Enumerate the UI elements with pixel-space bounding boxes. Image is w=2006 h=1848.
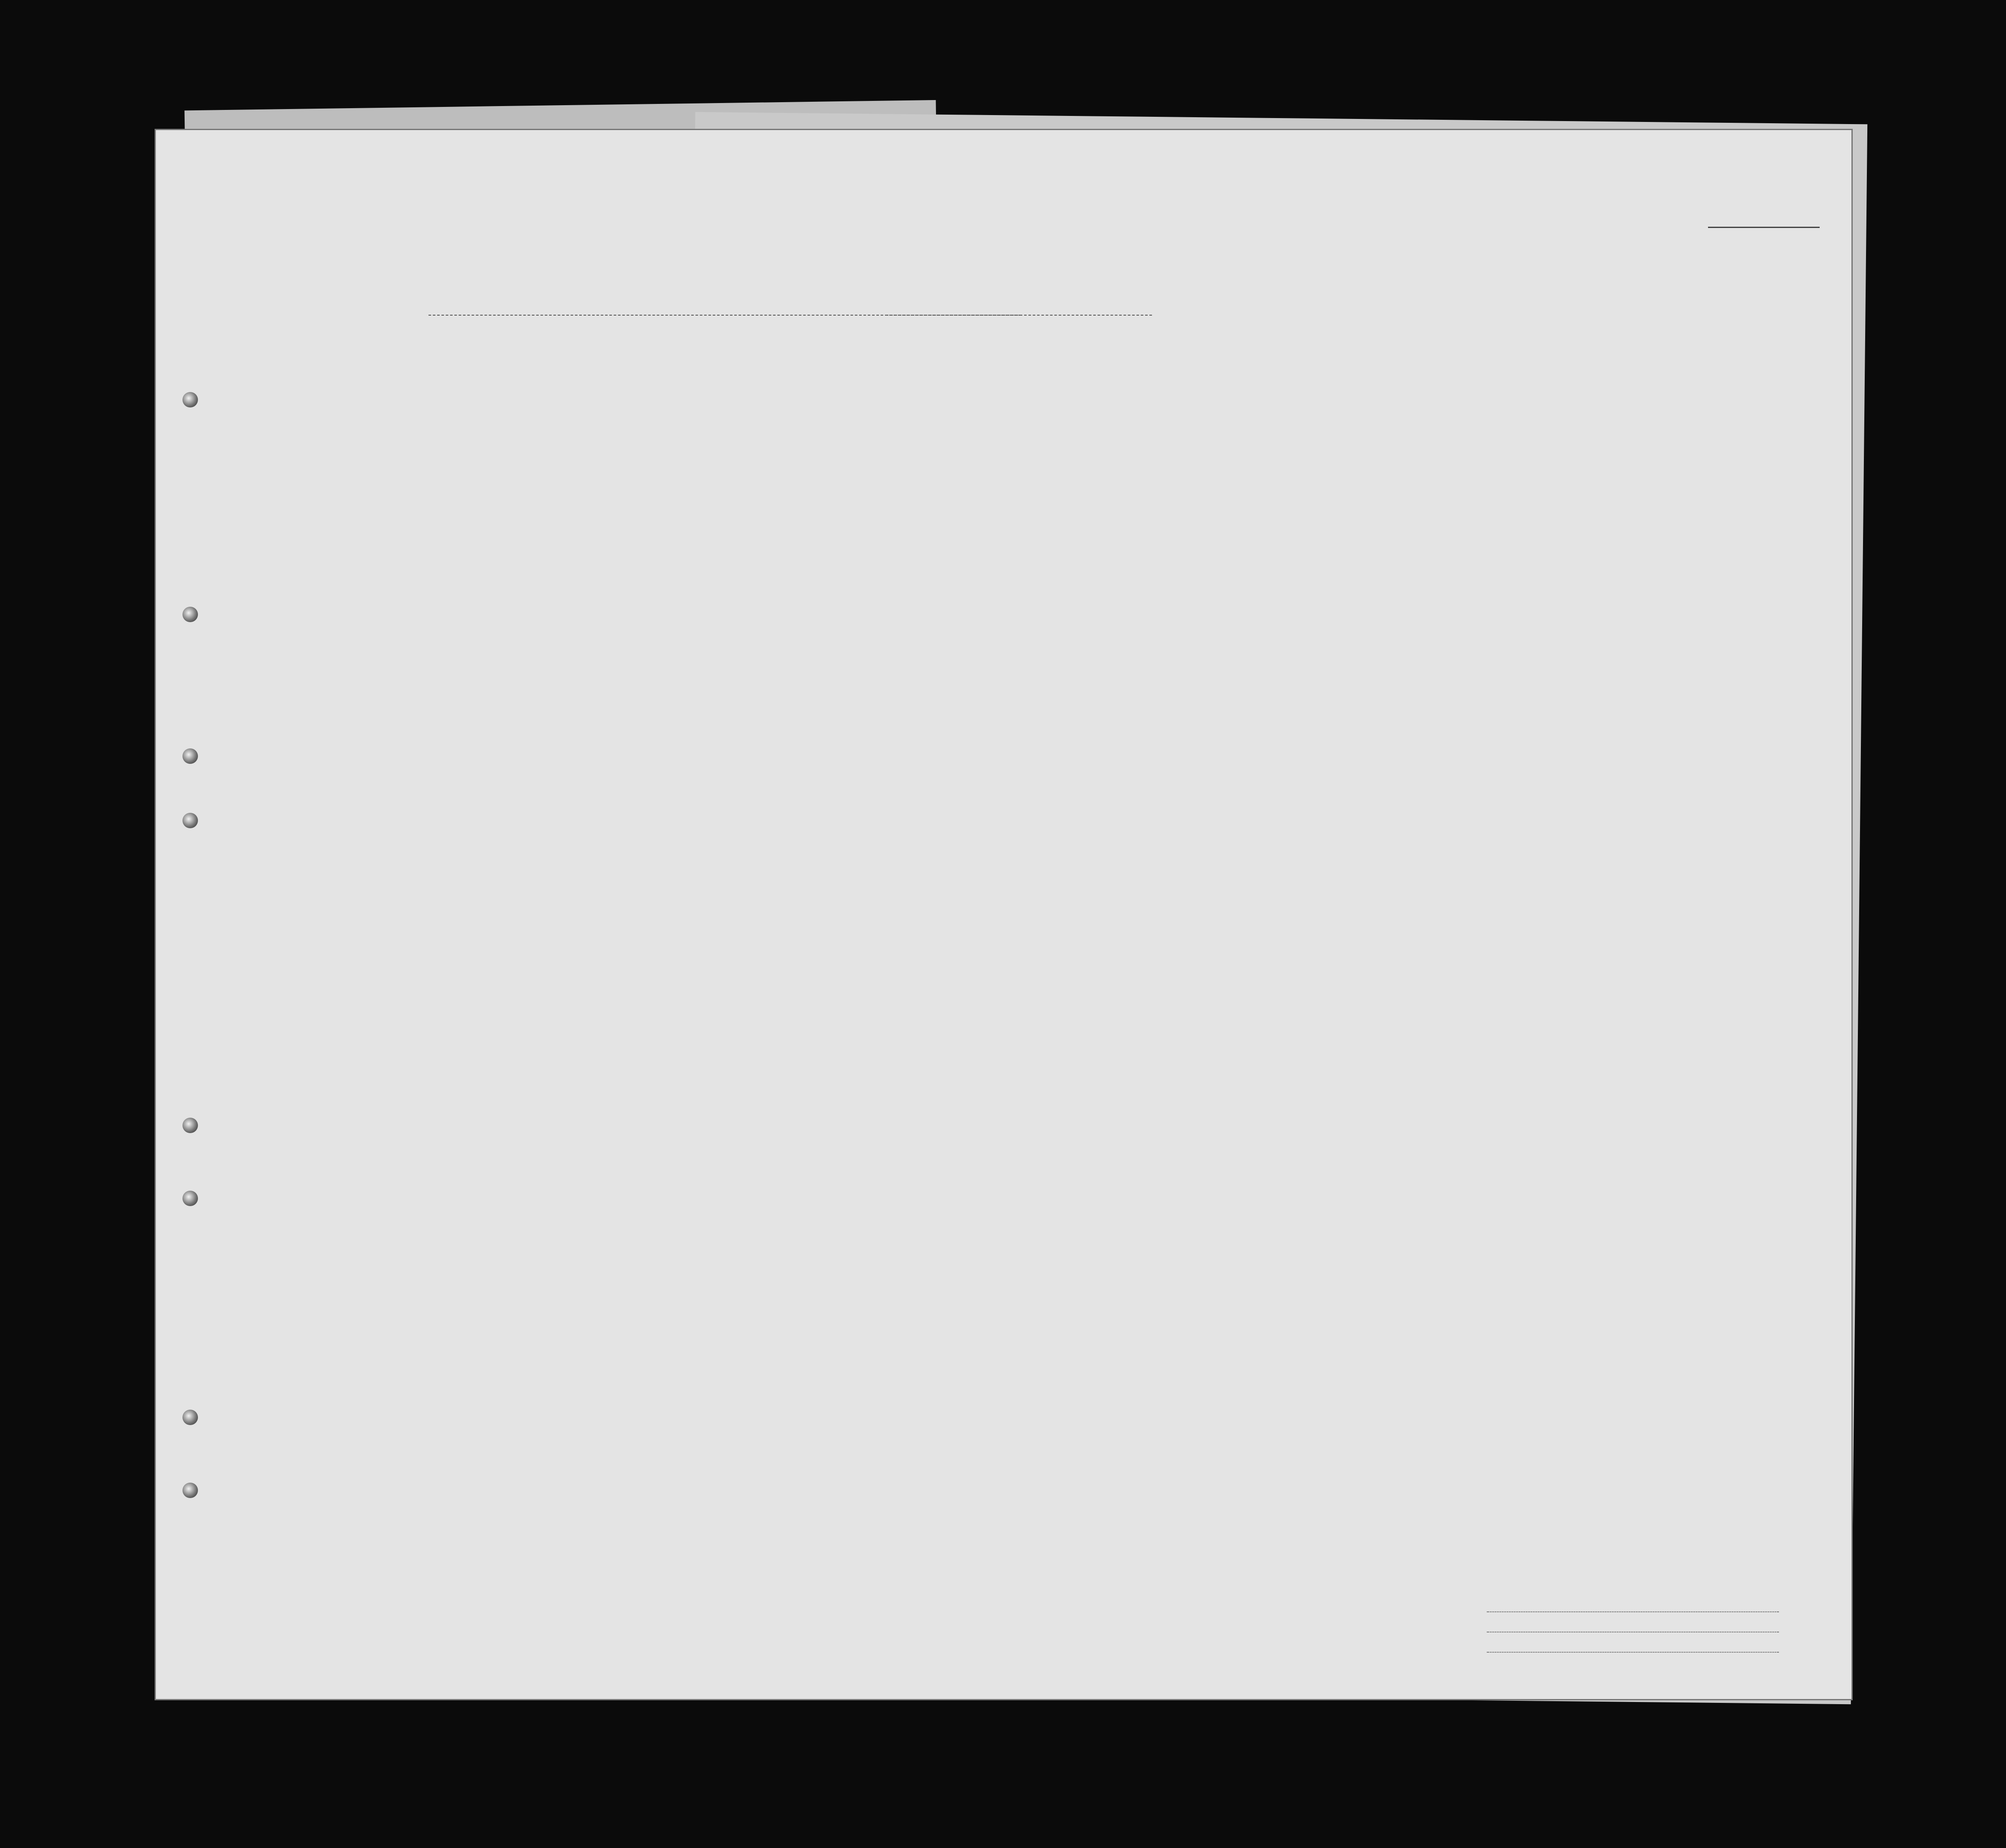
punch-hole <box>182 1410 198 1425</box>
punch-hole <box>182 1118 198 1133</box>
punch-hole <box>182 607 198 622</box>
punch-hole <box>182 1191 198 1206</box>
footer-agents-field <box>1487 1652 1779 1653</box>
footer-line-field <box>1487 1611 1779 1612</box>
arrival-date <box>886 315 1152 316</box>
punch-hole <box>182 1483 198 1498</box>
punch-hole <box>182 392 198 407</box>
punch-hole <box>182 748 198 764</box>
punch-hole <box>182 813 198 828</box>
manifest-sheet <box>155 129 1853 1700</box>
list-underline <box>1708 227 1820 228</box>
